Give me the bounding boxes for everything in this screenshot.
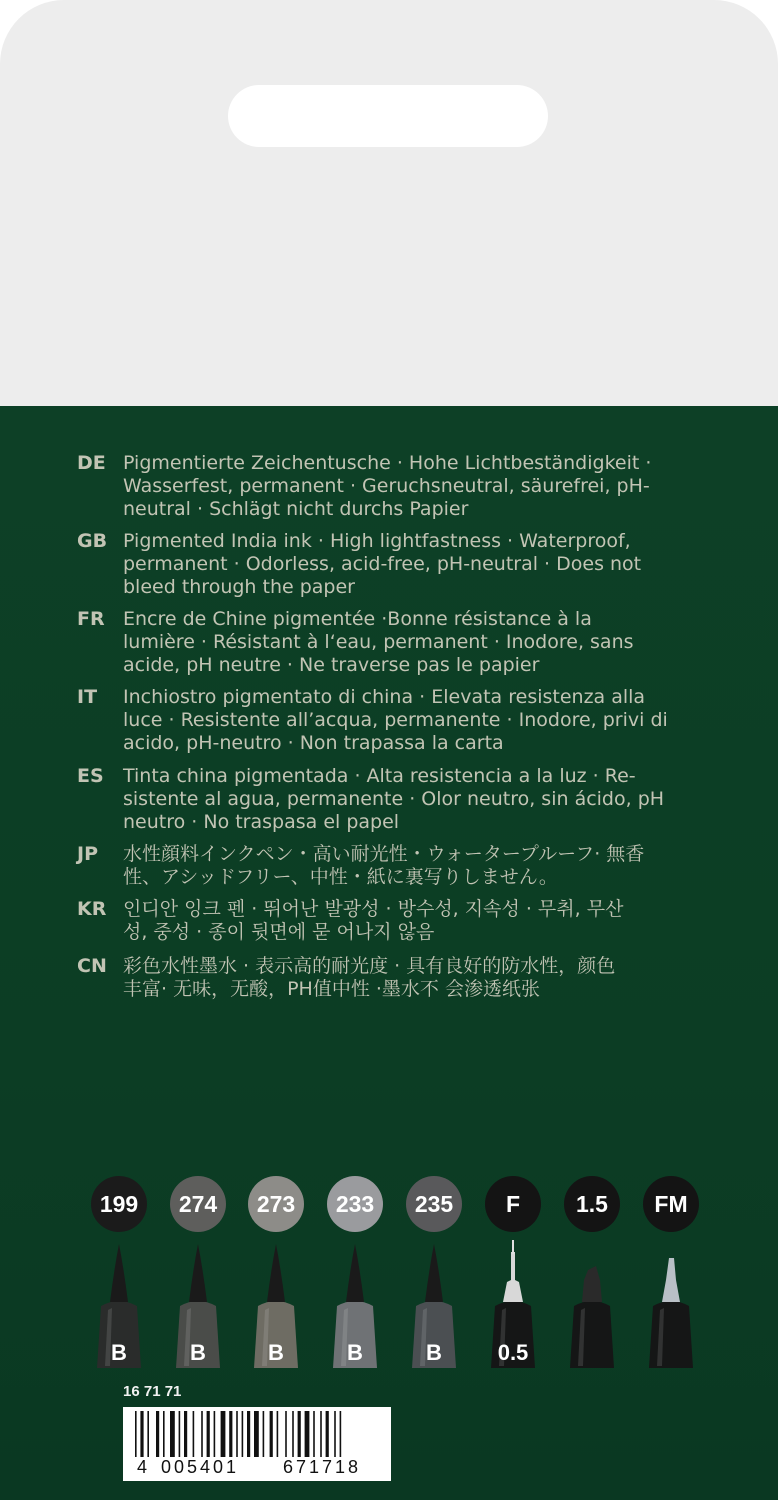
barcode-bar xyxy=(242,1411,244,1457)
barcode-left-group: 005401 xyxy=(161,1457,240,1477)
language-text-line: bleed through the paper xyxy=(123,576,355,598)
tip-size-label: 0.5 xyxy=(497,1340,529,1365)
language-text-line: permanent · Odorless, acid-free, pH-neutral · Does not xyxy=(123,553,642,575)
barcode-bar xyxy=(147,1411,149,1457)
pen-8 xyxy=(643,1240,699,1368)
language-text-line: Inchiostro pigmentato di china · Elevata resistenza alla xyxy=(123,686,646,708)
language-text-line: acido, pH-neutro · Non trapassa la carta xyxy=(123,732,504,754)
language-text-line: 彩色水性墨水 · 表示高的耐光度 · 具有良好的防水性，颜色 xyxy=(123,955,616,977)
language-text-line: 성, 중성 · 종이 뒷면에 묻 어나지 않음 xyxy=(123,921,435,943)
barcode-bar xyxy=(305,1411,310,1457)
barcode-digits xyxy=(123,1457,391,1479)
barcode-bar xyxy=(193,1411,195,1457)
language-text xyxy=(123,608,723,677)
color-code-badge: F xyxy=(485,1176,541,1232)
pen-illustration xyxy=(643,1240,699,1368)
barcode-bar xyxy=(229,1411,232,1457)
language-code: DE xyxy=(77,452,106,474)
language-code: CN xyxy=(77,955,107,977)
color-code-badge: FM xyxy=(643,1176,699,1232)
barcode-bar xyxy=(156,1411,159,1457)
barcode xyxy=(123,1407,391,1481)
pen-tip xyxy=(189,1244,207,1302)
language-text-line: acide, pH neutre · Ne traverse pas le papier xyxy=(123,654,540,676)
language-text-line: neutral · Schlägt nicht durchs Papier xyxy=(123,498,469,520)
language-text xyxy=(123,765,723,834)
color-code-badge: 235 xyxy=(406,1176,462,1232)
language-text-line: Pigmentierte Zeichentusche · Hohe Lichtbeständigkeit · xyxy=(123,452,652,474)
pen-2 xyxy=(170,1240,226,1368)
language-text-line: sistente al agua, permanente · Olor neutro, sin ácido, pH xyxy=(123,788,665,810)
color-code-badge: 233 xyxy=(327,1176,383,1232)
pen-tip xyxy=(425,1244,443,1302)
barcode-bar xyxy=(170,1411,175,1457)
language-text-line: luce · Resistente all’acqua, permanente · Inodore, privi di xyxy=(123,709,668,731)
barcode-bar xyxy=(140,1411,143,1457)
pen-tip xyxy=(582,1266,602,1302)
language-text-line: neutro · No traspasa el papel xyxy=(123,811,400,833)
barcode-bar xyxy=(201,1411,203,1457)
hang-hole xyxy=(228,85,548,147)
language-text-line: lumière · Résistant à l‘eau, permanent · Inodore, sans xyxy=(123,631,634,653)
pen-needle xyxy=(512,1240,514,1254)
language-text-line: Wasserfest, permanent · Geruchsneutral, säurefrei, pH- xyxy=(123,475,650,497)
language-text xyxy=(123,686,723,755)
color-code-badge: 273 xyxy=(248,1176,304,1232)
language-code: KR xyxy=(77,898,107,920)
barcode-bar xyxy=(247,1411,250,1457)
language-code: GB xyxy=(77,530,108,552)
language-text xyxy=(123,843,723,889)
barcode-bar xyxy=(277,1411,279,1457)
pen-body xyxy=(649,1301,693,1368)
pen-tip xyxy=(662,1258,680,1302)
barcode-bar xyxy=(207,1411,210,1457)
packaging-top-panel xyxy=(0,0,778,406)
pen-tip xyxy=(503,1252,523,1302)
language-text xyxy=(123,955,723,1001)
language-text-line: Encre de Chine pigmentée ·Bonne résistance à la xyxy=(123,608,592,630)
language-text-line: 水性顔料インクペン・高い耐光性・ウォータープルーフ· 無香 xyxy=(123,843,645,865)
barcode-bar xyxy=(320,1411,322,1457)
barcode-first-digit: 4 xyxy=(137,1457,148,1477)
tip-size-label: B xyxy=(426,1340,442,1365)
pen-tip xyxy=(267,1244,285,1302)
color-code-badge: 274 xyxy=(170,1176,226,1232)
language-text xyxy=(123,530,723,599)
language-text-line: 丰富· 无味，无酸，PH值中性 ·墨水不 会渗透纸张 xyxy=(123,978,540,1000)
barcode-bar xyxy=(292,1411,294,1457)
pen-1 xyxy=(91,1240,147,1368)
pen-tip xyxy=(110,1244,128,1302)
barcode-bar xyxy=(221,1411,226,1457)
pen-7 xyxy=(564,1240,620,1368)
barcode-bar xyxy=(313,1411,315,1457)
barcode-bar xyxy=(179,1411,181,1457)
language-text xyxy=(123,452,723,521)
barcode-bar xyxy=(135,1411,137,1457)
tip-size-label: B xyxy=(347,1340,363,1365)
article-number: 16 71 71 xyxy=(123,1383,182,1400)
barcode-bars xyxy=(123,1411,391,1457)
pen-4 xyxy=(327,1240,383,1368)
pen-6 xyxy=(485,1240,541,1368)
barcode-bar xyxy=(270,1411,273,1457)
barcode-bar xyxy=(184,1411,187,1457)
barcode-right-group: 671718 xyxy=(283,1457,362,1477)
language-code: FR xyxy=(77,608,105,630)
barcode-bar xyxy=(263,1411,265,1457)
pen-3 xyxy=(248,1240,304,1368)
language-code: JP xyxy=(77,843,98,865)
pen-tip xyxy=(346,1244,364,1302)
barcode-bar xyxy=(254,1411,259,1457)
language-text xyxy=(123,898,723,944)
barcode-bar xyxy=(214,1411,216,1457)
barcode-bar xyxy=(163,1411,165,1457)
language-text-line: Pigmented India ink · High lightfastness · Waterproof, xyxy=(123,530,631,552)
barcode-bar xyxy=(326,1411,329,1457)
language-code: IT xyxy=(77,686,98,708)
barcode-bar xyxy=(334,1411,336,1457)
barcode-bar xyxy=(236,1411,238,1457)
tip-size-label: B xyxy=(268,1340,284,1365)
tip-size-label: B xyxy=(190,1340,206,1365)
color-code-badge: 1.5 xyxy=(564,1176,620,1232)
color-code-badge: 199 xyxy=(91,1176,147,1232)
barcode-bar xyxy=(285,1411,287,1457)
pen-body xyxy=(570,1301,614,1368)
language-code: ES xyxy=(77,765,104,787)
language-text-line: 인디안 잉크 펜 · 뛰어난 발광성 · 방수성, 지속성 · 무취, 무산 xyxy=(123,898,624,920)
language-text-line: 性、アシッドフリー、中性・紙に裏写りしません。 xyxy=(123,866,558,888)
language-text-line: Tinta china pigmentada · Alta resistencia a la luz · Re- xyxy=(123,765,636,787)
barcode-bar xyxy=(298,1411,301,1457)
barcode-bar xyxy=(340,1411,342,1457)
pen-illustration xyxy=(564,1240,620,1368)
tip-size-label: B xyxy=(111,1340,127,1365)
pen-5 xyxy=(406,1240,462,1368)
